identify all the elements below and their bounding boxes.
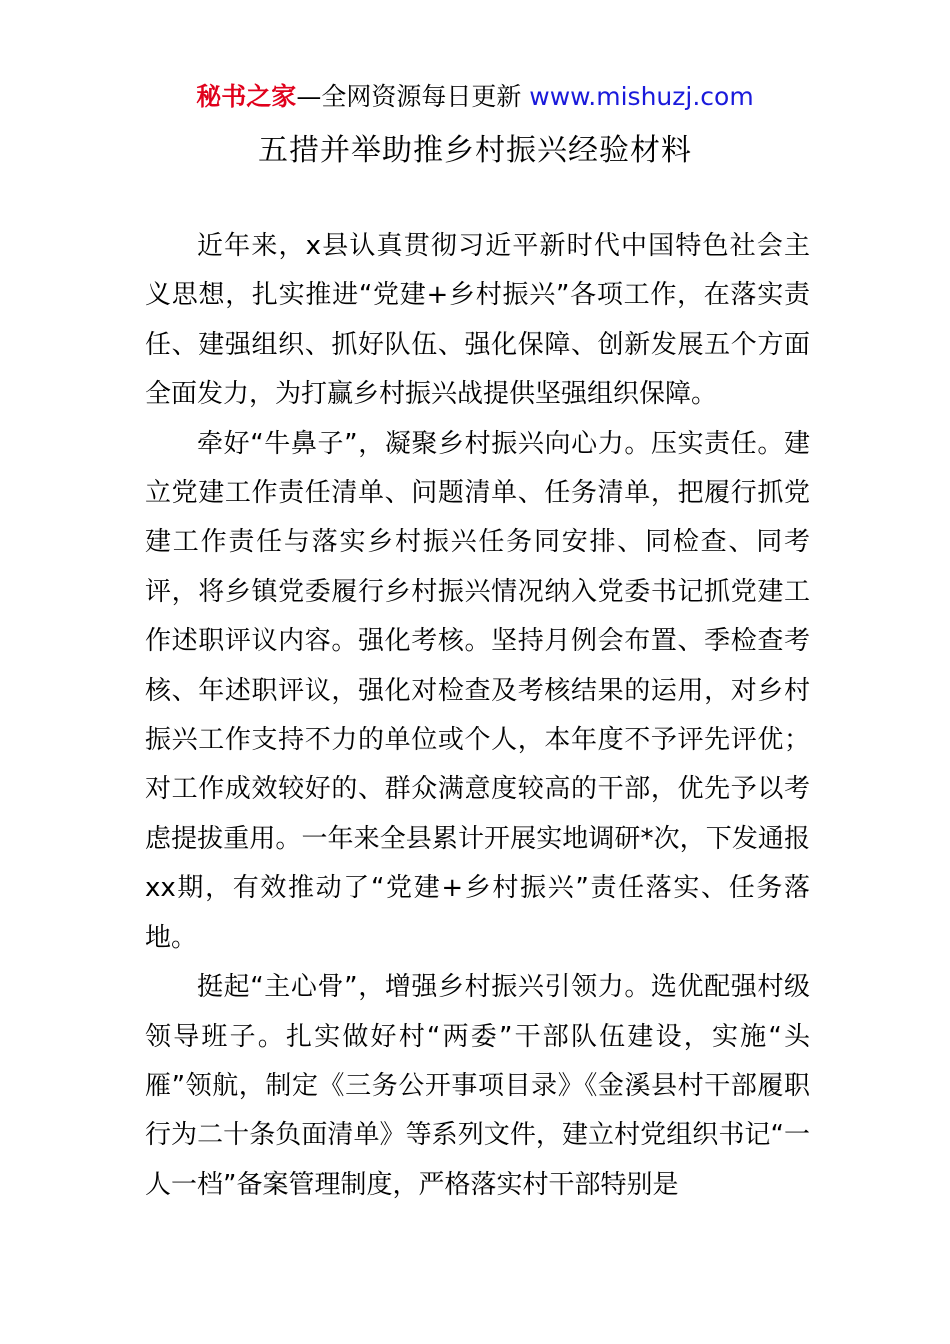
paragraph-intro: 近年来，x县认真贯彻习近平新时代中国特色社会主义思想，扎实推进“党建+乡村振兴”各项工作，在落实责任、建强组织、抓好队伍、强化保障、创新发展五个方面全面发力，为打赢乡村振兴战提供坚强组织保障。	[145, 231, 810, 410]
site-banner	[0, 80, 950, 114]
document-title: 五措并举助推乡村振兴经验材料	[258, 133, 692, 168]
paragraph-leadership: 挺起“主心骨”，增强乡村振兴引领力。选优配强村级领导班子。扎实做好村“两委”干部队伍建设，实施“头雁”领航，制定《三务公开事项目录》《金溪县村干部履职行为二十条负面清单》等系列文件，建立村党组织书记“一人一档”备案管理制度，严格落实村干部特别是	[145, 972, 810, 1200]
site-brand: 秘书之家	[196, 82, 297, 111]
site-url-link[interactable]: www.mishuzj.com	[529, 82, 754, 111]
document-body	[145, 222, 810, 1210]
site-tagline: —全网资源每日更新	[296, 82, 530, 111]
paragraph-responsibility: 牵好“牛鼻子”，凝聚乡村振兴向心力。压实责任。建立党建工作责任清单、问题清单、任务清单，把履行抓党建工作责任与落实乡村振兴任务同安排、同检查、同考评，将乡镇党委履行乡村振兴情况纳入党委书记抓党建工作述职评议内容。强化考核。坚持月例会布置、季检查考核、年述职评议，强化对检查及考核结果的运用，对乡村振兴工作支持不力的单位或个人，本年度不予评先评优；对工作成效较好的、群众满意度较高的干部，优先予以考虑提拔重用。一年来全县累计开展实地调研*次，下发通报xx期，有效推动了“党建+乡村振兴”责任落实、任务落地。	[145, 428, 810, 953]
